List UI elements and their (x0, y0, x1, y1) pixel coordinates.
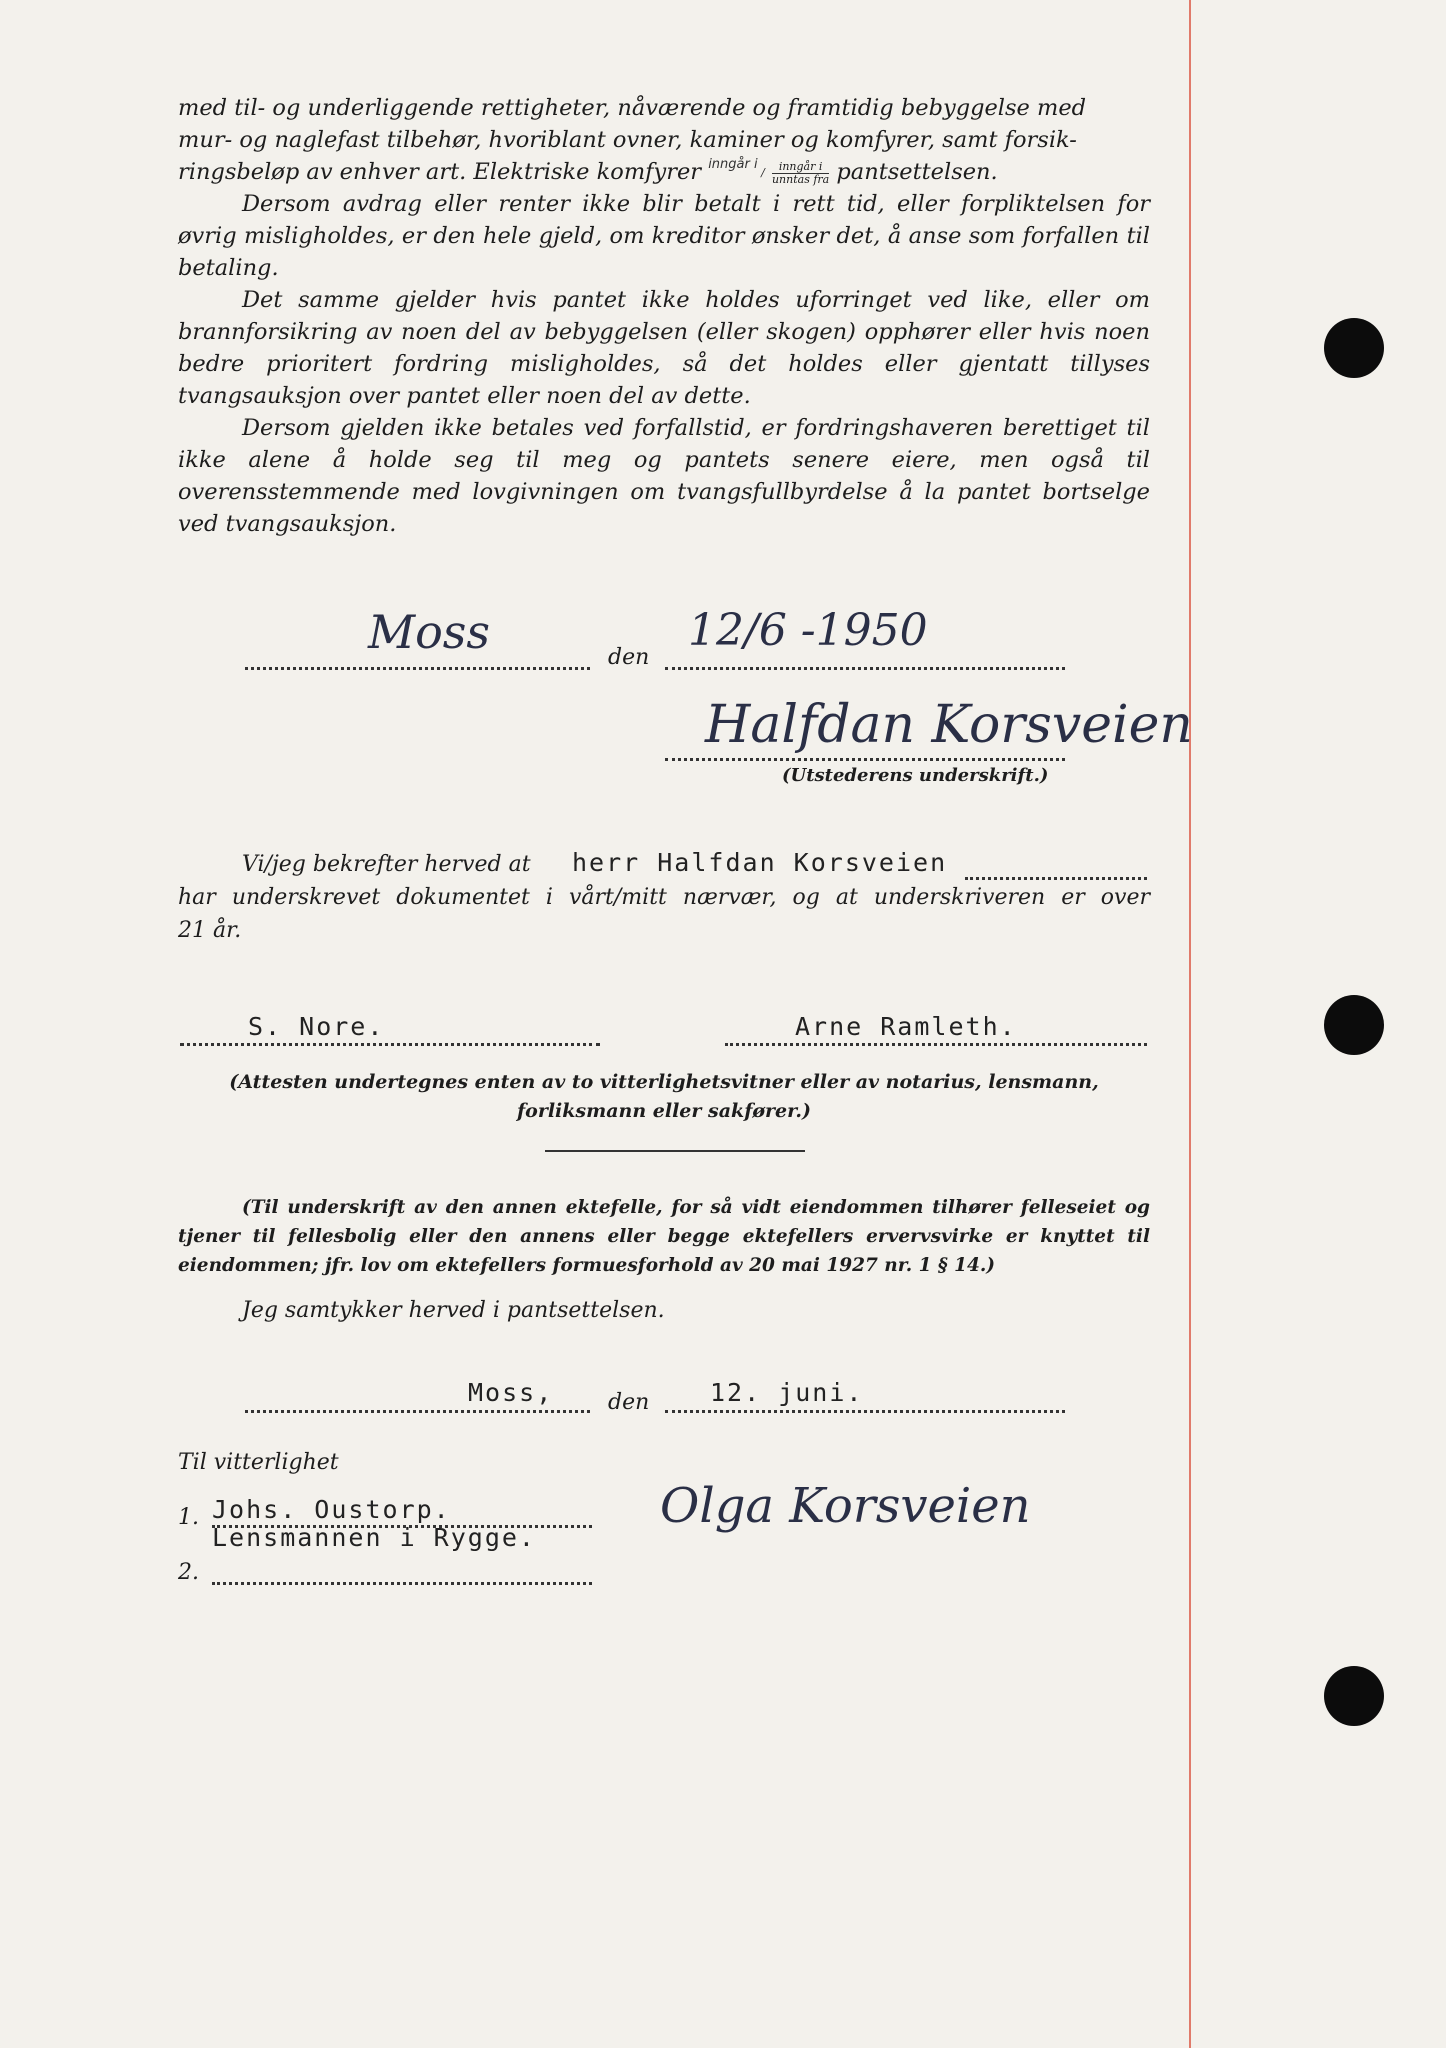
place-dotted-line (245, 667, 590, 670)
margin-rule (1189, 0, 1191, 2048)
clauses-block (178, 92, 1150, 540)
witness-1-dotted-line (180, 1043, 600, 1046)
signature-dotted-line (665, 758, 1065, 761)
witness-number-1: 1. (178, 1505, 199, 1530)
punch-hole-bottom (1324, 1666, 1384, 1726)
clause-enforcement: Dersom gjelden ikke betales ved forfallstid, er fordringshaveren berettiget til ikke alene å holde seg til meg og pantets senere eiere, men også til overensstemmende med lovgivningen om tvangsfullbyrdelse å la pantet bortselge ved tvangsauksjon. (178, 415, 1150, 537)
spouse-signature: Olga Korsveien (660, 1478, 1031, 1534)
consent-place: Moss, (468, 1378, 554, 1407)
consent-date-dotted-line (665, 1410, 1065, 1413)
clause-line: med til- og underliggende rettigheter, nåværende og framtidig bebyggelse med (178, 95, 1087, 121)
punch-hole-top (1324, 318, 1384, 378)
option-included: inngår i (772, 161, 829, 174)
issuer-date: 12/6 -1950 (688, 605, 928, 656)
confirm-lead: Vi/jeg bekrefter herved at (242, 852, 531, 877)
consent-place-dotted-line (245, 1410, 590, 1413)
witness-2-name: Arne Ramleth. (795, 1012, 1017, 1041)
punch-hole-middle (1324, 995, 1384, 1055)
clause-line: mur- og naglefast tilbehør, hvoriblant ovner, kaminer og komfyrer, samt forsik- (178, 127, 1077, 153)
option-slash: / (761, 166, 765, 179)
confirm-line3: 21 år. (178, 918, 242, 943)
confirm-line2: har underskrevet dokumentet i vårt/mitt nærvær, og at underskriveren er over (178, 885, 1150, 910)
consent-witness-1-title: Lensmannen i Rygge. (212, 1523, 536, 1552)
witness-number-2: 2. (178, 1560, 199, 1585)
option-excluded: unntas fra (771, 172, 830, 186)
section-divider (545, 1150, 805, 1152)
clause-maintenance: Det samme gjelder hvis pantet ikke holdes uforringet ved like, eller om brannforsikring av noen del av bebyggelsen (eller skogen) opphører eller hvis noen bedre prioritert fordring misligholdes, så det holdes eller gjentatt tillyses tvangsauksjon over pantet eller noen del av dette. (178, 287, 1150, 409)
option-selector (708, 157, 765, 179)
date-dotted-line (665, 667, 1065, 670)
den-label: den (608, 645, 650, 670)
consent-statement: Jeg samtykker herved i pantsettelsen. (242, 1298, 665, 1323)
spouse-note: (Til underskrift av den annen ektefelle, for så vidt eiendommen tilhører felleseiet og tjener til fellesbolig eller den annens eller begge ektefellers ervervsvirke er knyttet til eiendommen; jfr. lov om ektefellers formuesforhold av 20 mai 1927 nr. 1 § 14.) (178, 1197, 1150, 1276)
witness-heading: Til vitterlighet (178, 1450, 339, 1475)
option-stack (772, 161, 829, 186)
name-dotted-line (965, 877, 1147, 880)
clause-line-komfyrer: ringsbeløp av enhver art. Elektriske komfyrer inngår i / inngår i unntas fra pantsettelsen. (178, 157, 998, 186)
signature-caption: (Utstederens underskrift.) (782, 765, 1049, 786)
consent-witness-2-dotted-line (212, 1582, 592, 1585)
confirm-name: herr Halfdan Korsveien (572, 848, 948, 877)
issuer-signature: Halfdan Korsveien (705, 695, 1193, 755)
witness-2-dotted-line (725, 1043, 1147, 1046)
handwritten-insert: inngår i (708, 157, 758, 172)
witness-1-name: S. Nore. (248, 1012, 385, 1041)
consent-date: 12. juni. (710, 1378, 864, 1407)
consent-witness-1-name: Johs. Oustorp. (212, 1495, 451, 1524)
consent-den-label: den (608, 1390, 650, 1415)
attest-note: (Attesten undertegnes enten av to vitterlighetsvitner eller av notarius, lensmann, forliksmann eller sakfører.) (229, 1071, 1099, 1122)
clause-default: Dersom avdrag eller renter ikke blir betalt i rett tid, eller forpliktelsen for øvrig misligholdes, er den hele gjeld, om kreditor ønsker det, å anse som forfallen til betaling. (178, 191, 1150, 281)
issuer-place: Moss (368, 605, 491, 659)
